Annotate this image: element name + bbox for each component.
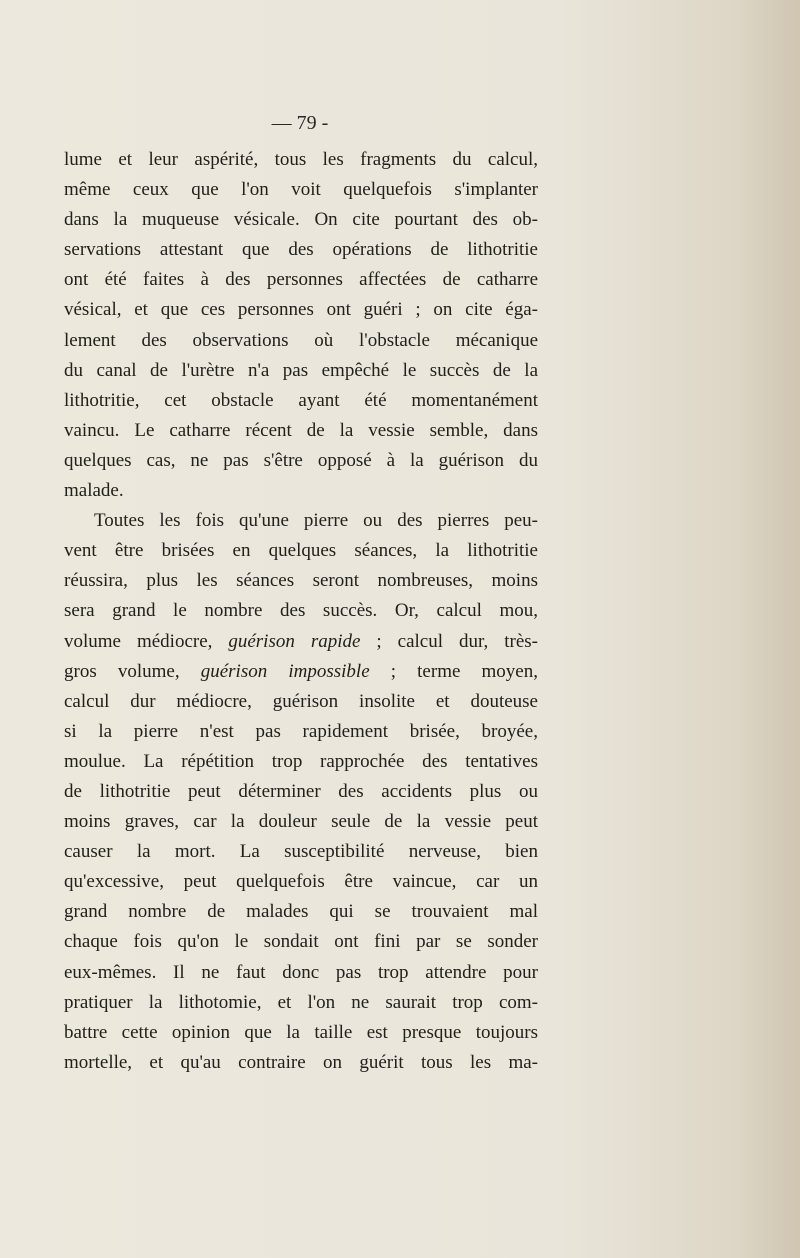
text-line: moulue. La répétition trop rapprochée des tentatives <box>64 750 538 772</box>
text-line: vent être brisées en quelques séances, la lithotritie <box>64 540 538 562</box>
text-line: Toutes les fois qu'une pierre ou des pierres peu- <box>94 510 538 532</box>
text-line: calcul dur médiocre, guérison insolite et douteuse <box>64 690 538 712</box>
text-line: servations attestant que des opérations de lithotritie <box>64 239 538 261</box>
text-line: même ceux que l'on voit quelquefois s'implanter <box>64 179 538 201</box>
text-line: pratiquer la lithotomie, et l'on ne saurait trop com- <box>64 991 538 1013</box>
text-line: grand nombre de malades qui se trouvaient mal <box>64 901 538 923</box>
text-line: eux-mêmes. Il ne faut donc pas trop attendre pour <box>64 961 538 983</box>
text-line: dans la muqueuse vésicale. On cite pourtant des ob- <box>64 209 538 231</box>
text-line: ont été faites à des personnes affectées de catharre <box>64 269 538 291</box>
page-number: — 79 - <box>271 112 329 134</box>
text-line: vaincu. Le catharre récent de la vessie semble, dans <box>64 419 538 441</box>
text-line: volume médiocre, guérison rapide ; calcul dur, très- <box>64 630 538 652</box>
text-line: vésical, et que ces personnes ont guéri ; on cite éga- <box>64 299 538 321</box>
text-line: mortelle, et qu'au contraire on guérit tous les ma- <box>64 1051 538 1073</box>
text-line: malade. <box>64 480 124 502</box>
text-line: moins graves, car la douleur seule de la vessie peut <box>64 811 538 833</box>
text-line: qu'excessive, peut quelquefois être vaincue, car un <box>64 871 538 893</box>
text-line: lement des observations où l'obstacle mécanique <box>64 329 538 351</box>
italic-phrase: guérison rapide <box>228 630 361 652</box>
text-line: battre cette opinion que la taille est presque toujours <box>64 1021 538 1043</box>
text-line: de lithotritie peut déterminer des accidents plus ou <box>64 780 538 802</box>
body-text <box>64 145 538 1078</box>
text-line: sera grand le nombre des succès. Or, calcul mou, <box>64 600 538 622</box>
text-line: si la pierre n'est pas rapidement brisée, broyée, <box>64 720 538 742</box>
text-line: du canal de l'urètre n'a pas empêché le succès de la <box>64 359 538 381</box>
text-line: causer la mort. La susceptibilité nerveuse, bien <box>64 841 538 863</box>
text-line: lume et leur aspérité, tous les fragments du calcul, <box>64 149 538 170</box>
text-line: chaque fois qu'on le sondait ont fini par se sonder <box>64 931 538 953</box>
text-line: quelques cas, ne pas s'être opposé à la guérison du <box>64 449 538 471</box>
text-line: gros volume, guérison impossible ; terme moyen, <box>64 660 538 682</box>
text-line: lithotritie, cet obstacle ayant été momentanément <box>64 389 538 411</box>
italic-phrase: guérison impossible <box>200 660 370 682</box>
text-line: réussira, plus les séances seront nombreuses, moins <box>64 570 538 592</box>
